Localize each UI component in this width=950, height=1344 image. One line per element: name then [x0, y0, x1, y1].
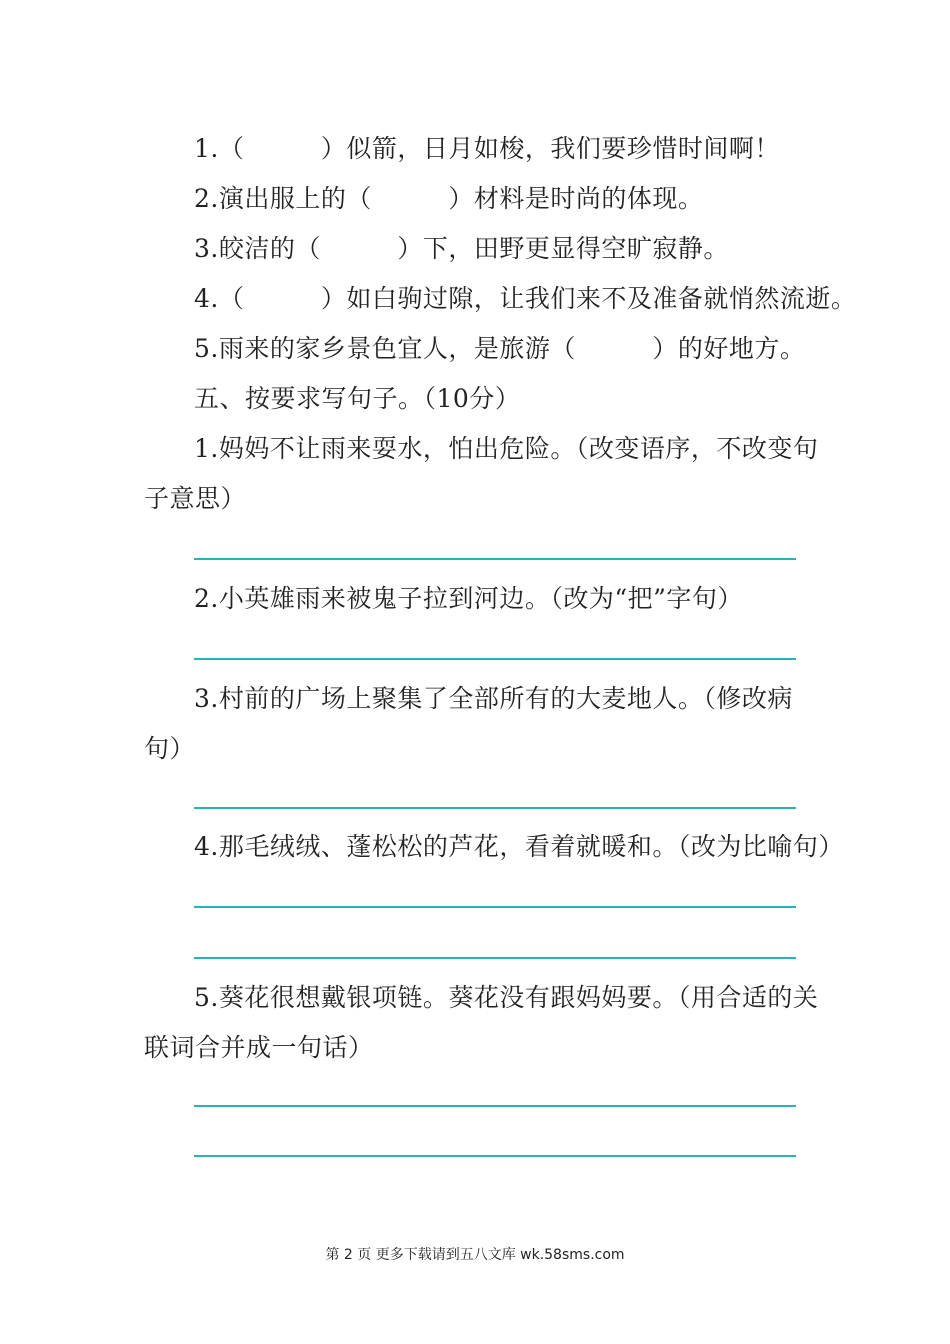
question-3-line-1: 3.村前的广场上聚集了全部所有的大麦地人。（修改病 — [194, 684, 793, 713]
question-3-line-2: 句） — [144, 734, 196, 763]
fill-blank-1: 1.（ ）似箭，日月如梭，我们要珍惜时间啊！ — [194, 134, 780, 163]
question-1-line-2: 子意思） — [144, 484, 247, 513]
fill-blank-5: 5.雨来的家乡景色宜人，是旅游（ ）的好地方。 — [194, 334, 806, 363]
page-footer: 第 2 页 更多下载请到五八文库 wk.58sms.com — [325, 1247, 625, 1263]
question-5-line-2: 联词合并成一句话） — [144, 1033, 374, 1062]
fill-blank-3: 3.皎洁的（ ）下，田野更显得空旷寂静。 — [194, 234, 729, 263]
answer-line-4a — [194, 906, 796, 908]
answer-line-2 — [194, 658, 796, 660]
fill-blank-4: 4.（ ）如白驹过隙，让我们来不及准备就悄然流逝。 — [194, 284, 857, 313]
answer-line-3 — [194, 807, 796, 809]
question-1-line-1: 1.妈妈不让雨来耍水，怕出危险。（改变语序，不改变句 — [194, 434, 819, 463]
question-2: 2.小英雄雨来被鬼子拉到河边。（改为“把”字句） — [194, 584, 743, 613]
answer-line-5a — [194, 1105, 796, 1107]
question-5-line-1: 5.葵花很想戴银项链。葵花没有跟妈妈要。（用合适的关 — [194, 983, 819, 1012]
answer-line-1 — [194, 558, 796, 560]
fill-blank-2: 2.演出服上的（ ）材料是时尚的体现。 — [194, 184, 704, 213]
question-4: 4.那毛绒绒、蓬松松的芦花，看着就暖和。（改为比喻句） — [194, 832, 844, 861]
answer-line-4b — [194, 957, 796, 959]
answer-line-5b — [194, 1155, 796, 1157]
section-heading: 五、按要求写句子。（10分） — [194, 384, 521, 413]
